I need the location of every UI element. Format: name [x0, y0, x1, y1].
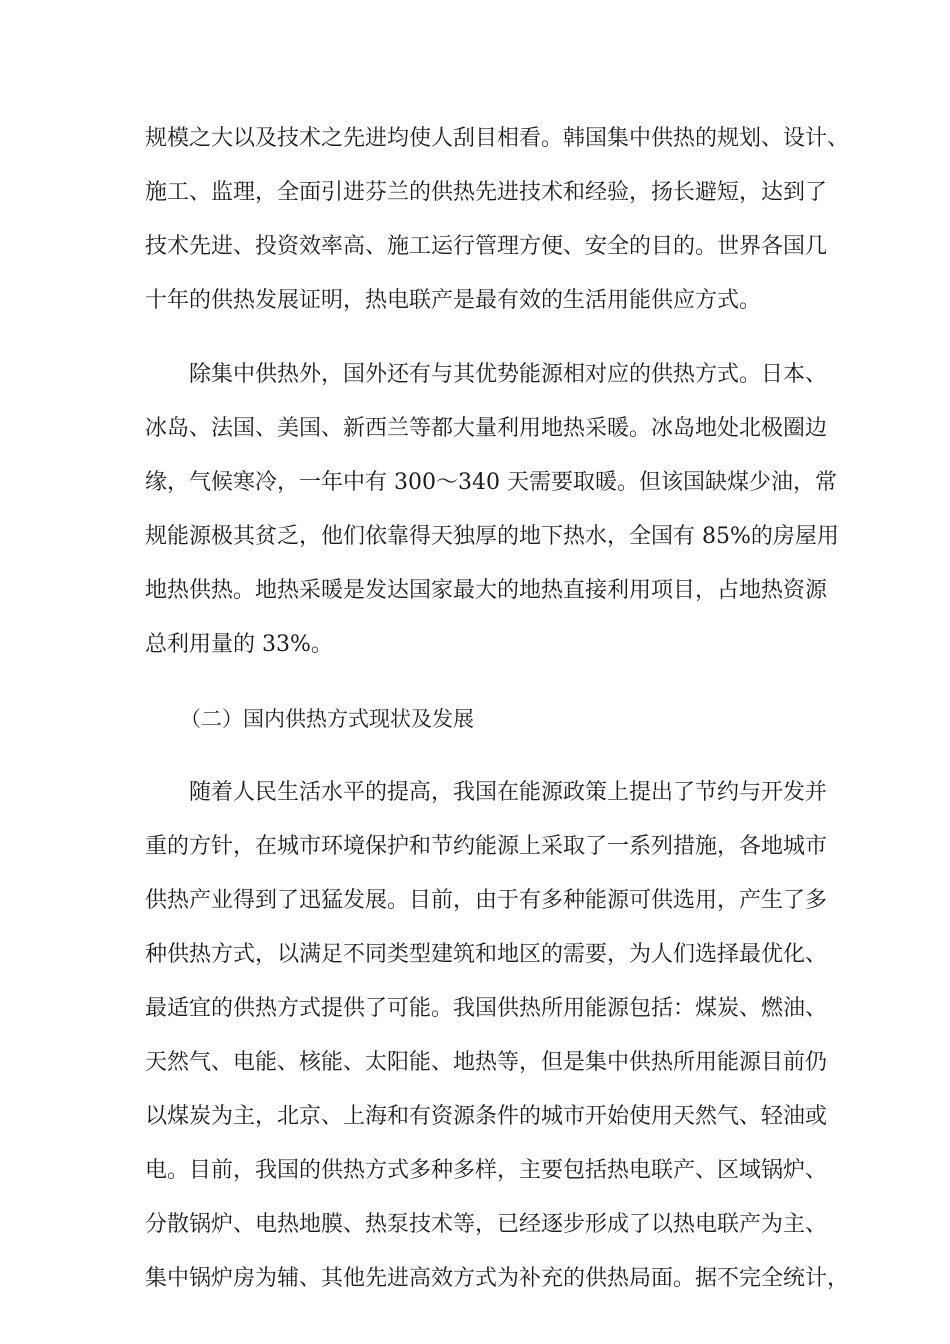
text-line: 施工、监理，全面引进芬兰的供热先进技术和经验，扬长避短，达到了 — [145, 180, 828, 205]
paragraph — [145, 112, 850, 328]
text-line: 电。目前，我国的供热方式多种多样，主要包括热电联产、区域锅炉、 — [145, 1158, 828, 1183]
text-line: 供热产业得到了迅猛发展。目前，由于有多种能源可供选用，产生了多 — [145, 888, 828, 913]
text-line: 总利用量的 33%。 — [145, 632, 333, 657]
text-line: 种供热方式，以满足不同类型建筑和地区的需要，为人们选择最优化、 — [145, 942, 828, 967]
text-line: 以煤炭为主，北京、上海和有资源条件的城市开始使用天然气、轻油或 — [145, 1104, 828, 1129]
text-line: 最适宜的供热方式提供了可能。我国供热所用能源包括：煤炭、燃油、 — [145, 996, 828, 1021]
text-line: 分散锅炉、电热地膜、热泵技术等，已经逐步形成了以热电联产为主、 — [145, 1212, 828, 1237]
paragraph — [145, 348, 839, 672]
text-line: 规模之大以及技术之先进均使人刮目相看。韩国集中供热的规划、设计、 — [145, 126, 850, 151]
text-line: 十年的供热发展证明，热电联产是最有效的生活用能供应方式。 — [145, 288, 762, 313]
text-line: 地热供热。地热采暖是发达国家最大的地热直接利用项目，占地热资源 — [145, 578, 828, 603]
text-line: 天然气、电能、核能、太阳能、地热等，但是集中供热所用能源目前仍 — [145, 1050, 828, 1075]
section-heading-text: （二）国内供热方式现状及发展 — [180, 707, 474, 731]
text-line: 重的方针，在城市环境保护和节约能源上采取了一系列措施，各地城市 — [145, 834, 828, 859]
section-heading — [145, 692, 810, 746]
text-line: 缘，气候寒冷，一年中有 300～340 天需要取暖。但该国缺煤少油，常 — [145, 470, 837, 495]
text-line: 技术先进、投资效率高、施工运行管理方便、安全的目的。世界各国几 — [145, 234, 828, 259]
text-line: 规能源极其贫乏，他们依靠得天独厚的地下热水，全国有 85%的房屋用 — [145, 524, 839, 549]
paragraph — [145, 766, 850, 1306]
text-line: 除集中供热外，国外还有与其优势能源相对应的供热方式。日本、 — [189, 362, 828, 387]
document-body — [145, 112, 850, 1306]
text-line: 随着人民生活水平的提高，我国在能源政策上提出了节约与开发并 — [189, 780, 828, 805]
text-line: 冰岛、法国、美国、新西兰等都大量利用地热采暖。冰岛地处北极圈边 — [145, 416, 828, 441]
text-line: 集中锅炉房为辅、其他先进高效方式为补充的供热局面。据不完全统计， — [145, 1266, 850, 1291]
